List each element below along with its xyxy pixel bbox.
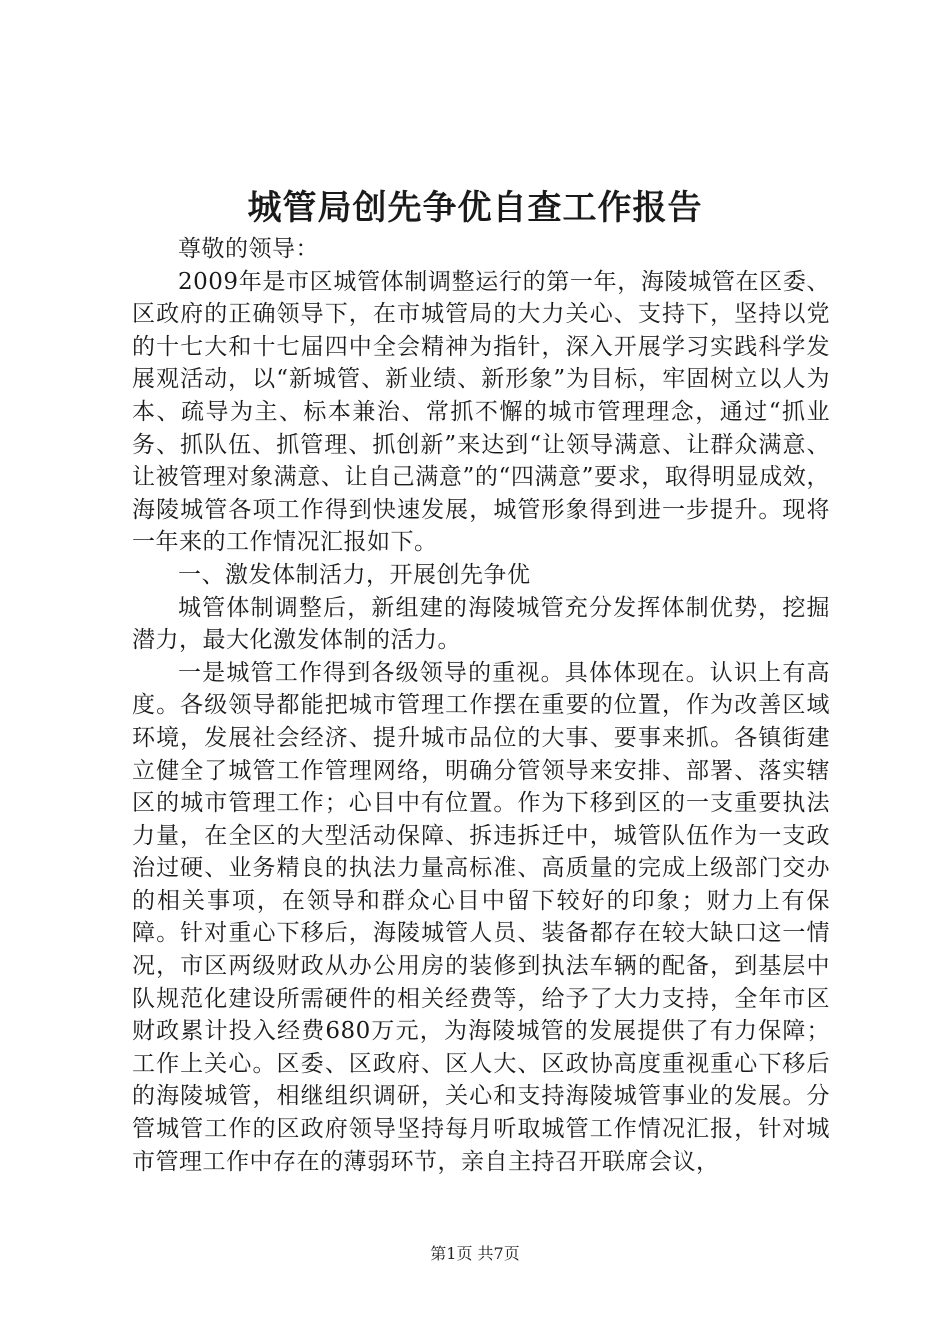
paragraph-section-intro: 城管体制调整后，新组建的海陵城管充分发挥体制优势，挖掘潜力，最大化激发体制的活力。 <box>132 594 830 654</box>
document-body <box>132 233 830 1178</box>
paragraph-intro: 2009年是市区城管体制调整运行的第一年，海陵城管在区委、区政府的正确领导下，在市城管局的大力关心、支持下，坚持以党的十七大和十七届四中全会精神为指针，深入开展学习实践科学发展观活动，以“新城管、新业绩、新形象”为目标，牢固树立以人为本、疏导为主、标本兼治、常抓不懈的城市管理理念，通过“抓业务、抓队伍、抓管理、抓创新”来达到“让领导满意、让群众满意、让被管理对象满意、让自己满意”的“四满意”要求，取得明显成效，海陵城管各项工作得到快速发展，城管形象得到进一步提升。现将一年来的工作情况汇报如下。 <box>132 268 830 556</box>
page-title: 城管局创先争优自查工作报告 <box>247 188 703 228</box>
section-heading: 一、激发体制活力，开展创先争优 <box>178 561 531 588</box>
page-footer: 第1页 共7页 <box>430 1244 520 1263</box>
salutation: 尊敬的领导： <box>178 236 319 262</box>
paragraph-point-one: 一是城管工作得到各级领导的重视。具体体现在。认识上有高度。各级领导都能把城市管理工作摆在重要的位置，作为改善区域环境，发展社会经济、提升城市品位的大事、要事来抓。各镇街建立健全了城管工作管理网络，明确分管领导来安排、部署、落实辖区的城市管理工作；心目中有位置。作为下移到区的一支重要执法力量，在全区的大型活动保障、拆违拆迁中，城管队伍作为一支政治过硬、业务精良的执法力量高标准、高质量的完成上级部门交办的相关事项，在领导和群众心目中留下较好的印象；财力上有保障。针对重心下移后，海陵城管人员、装备都存在较大缺口这一情况，市区两级财政从办公用房的装修到执法车辆的配备，到基层中队规范化建设所需硬件的相关经费等，给予了大力支持，全年市区财政累计投入经费680万元，为海陵城管的发展提供了有力保障；工作上关心。区委、区政府、区人大、区政协高度重视重心下移后的海陵城管，相继组织调研，关心和支持海陵城管事业的发展。分管城管工作的区政府领导坚持每月听取城管工作情况汇报，针对城市管理工作中存在的薄弱环节，亲自主持召开联席会议， <box>132 659 830 1175</box>
